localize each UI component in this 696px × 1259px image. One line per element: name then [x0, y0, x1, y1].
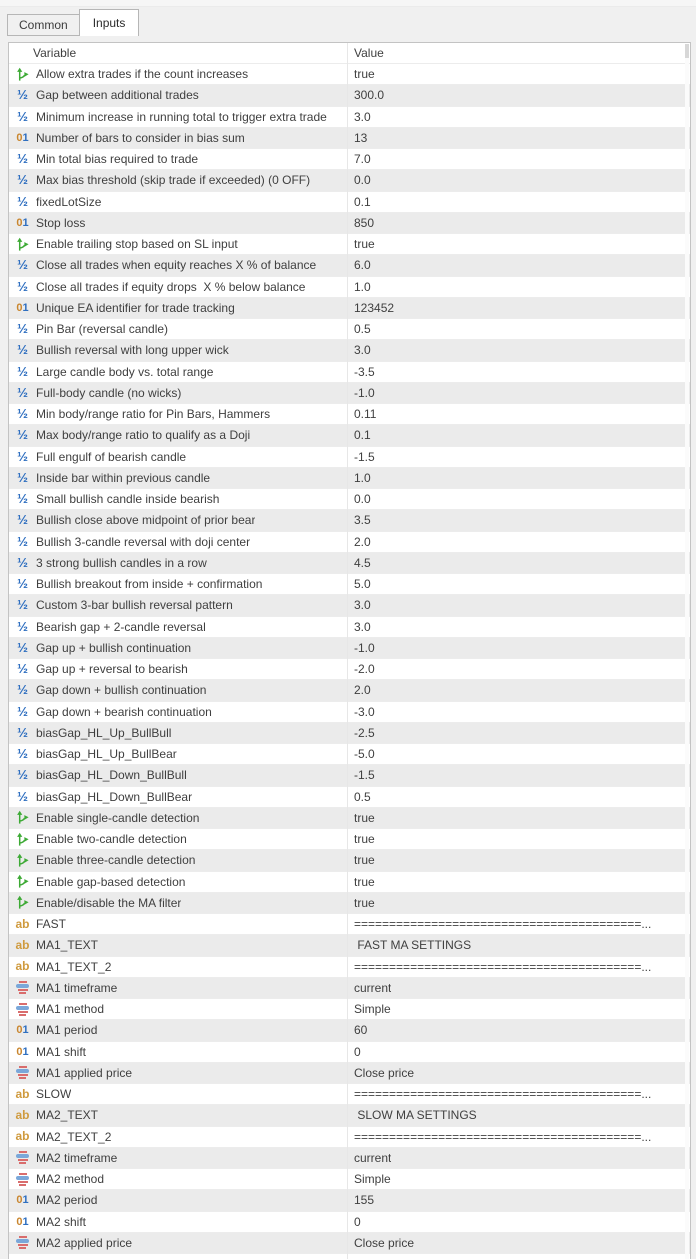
variable-name: Gap up + reversal to bearish [36, 662, 188, 677]
variable-value[interactable]: 0.5 [354, 322, 371, 337]
vertical-scrollbar[interactable] [685, 44, 689, 1259]
enum-list-icon [14, 1171, 31, 1187]
variable-name: MA2 timeframe [36, 1150, 118, 1165]
bool-fork-arrow-icon [14, 852, 31, 868]
table-row[interactable] [9, 362, 690, 383]
table-row[interactable] [9, 532, 690, 553]
string-ab-icon: ab [15, 937, 30, 952]
scrollbar-thumb[interactable] [685, 44, 689, 58]
table-row[interactable] [9, 680, 690, 701]
variable-value[interactable]: current [354, 1150, 392, 1165]
variable-name: biasGap_HL_Down_BullBull [36, 768, 187, 783]
table-row[interactable] [9, 808, 690, 829]
bool-fork-arrow-icon [14, 874, 31, 890]
variable-value[interactable]: 0 [354, 1044, 361, 1059]
table-row[interactable] [9, 1127, 690, 1148]
table-row[interactable] [9, 107, 690, 128]
variable-value[interactable]: -2.0 [354, 662, 375, 677]
variable-name: Enable single-candle detection [36, 810, 200, 825]
table-row[interactable] [9, 702, 690, 723]
variable-name: Enable three-candle detection [36, 853, 196, 868]
enum-list-icon [14, 1150, 31, 1166]
table-row[interactable] [9, 213, 690, 234]
table-row[interactable] [9, 617, 690, 638]
variable-name: MA1_TEXT [36, 938, 99, 953]
variable-name: Bearish gap + 2-candle reversal [36, 619, 206, 634]
table-row[interactable] [9, 978, 690, 999]
variable-value[interactable]: 2.0 [354, 534, 371, 549]
variable-name: MA1 period [36, 1023, 98, 1038]
double-half-icon: ½ [17, 448, 28, 464]
variable-value[interactable]: -3.5 [354, 364, 375, 379]
variable-name: Bullish 3-candle reversal with doji center [36, 534, 251, 549]
variable-value[interactable]: true [354, 810, 375, 825]
column-divider [347, 43, 348, 1259]
variable-value[interactable]: 123452 [354, 300, 395, 315]
table-row[interactable] [9, 425, 690, 446]
variable-name: Stop loss [36, 215, 86, 230]
table-row[interactable] [9, 340, 690, 361]
variable-value[interactable]: 0.11 [354, 407, 377, 422]
variable-name: Large candle body vs. total range [36, 364, 214, 379]
integer-01-icon: 01 [16, 1045, 29, 1058]
double-half-icon: ½ [17, 703, 28, 719]
table-row[interactable] [9, 553, 690, 574]
variable-name: Enable/disable the MA filter [36, 895, 182, 910]
variable-name: Pin Bar (reversal candle) [36, 322, 169, 337]
integer-01-icon: 01 [16, 1194, 29, 1207]
variable-value[interactable]: 0.1 [354, 194, 371, 209]
double-half-icon: ½ [17, 172, 28, 188]
enum-list-icon [14, 980, 31, 996]
double-half-icon: ½ [17, 193, 28, 209]
variable-name: Min total bias required to trade [36, 152, 199, 167]
table-row[interactable] [9, 383, 690, 404]
table-row[interactable] [9, 957, 690, 978]
variable-name: fixedLotSize [36, 194, 102, 209]
table-row[interactable] [9, 319, 690, 340]
table-row[interactable] [9, 1233, 690, 1254]
table-row[interactable] [9, 170, 690, 191]
variable-name: Gap down + bearish continuation [36, 704, 212, 719]
variable-name: Enable trailing stop based on SL input [36, 237, 238, 252]
table-row[interactable] [9, 298, 690, 319]
double-half-icon: ½ [17, 767, 28, 783]
integer-01-icon: 01 [16, 1215, 29, 1228]
variable-value[interactable]: 155 [354, 1193, 375, 1208]
string-ab-icon: ab [15, 1129, 30, 1144]
table-row[interactable] [9, 234, 690, 255]
double-half-icon: ½ [17, 342, 28, 358]
table-row[interactable] [9, 489, 690, 510]
double-half-icon: ½ [17, 618, 28, 634]
enum-list-icon [14, 1001, 31, 1017]
table-row[interactable] [9, 447, 690, 468]
table-row[interactable] [9, 850, 690, 871]
string-ab-icon: ab [15, 916, 30, 931]
variable-name: Full engulf of bearish candle [36, 449, 187, 464]
double-half-icon: ½ [17, 597, 28, 613]
variable-value[interactable]: true [354, 874, 375, 889]
variable-name: FAST [36, 917, 67, 932]
table-row[interactable] [9, 192, 690, 213]
variable-name: Close all trades when equity reaches X % of balance [36, 258, 317, 273]
table-row[interactable] [9, 872, 690, 893]
variable-value[interactable]: FAST MA SETTINGS [354, 938, 472, 953]
table-row[interactable] [9, 765, 690, 786]
double-half-icon: ½ [17, 554, 28, 570]
variable-value[interactable]: 850 [354, 215, 375, 230]
table-row[interactable] [9, 723, 690, 744]
double-half-icon: ½ [17, 576, 28, 592]
double-half-icon: ½ [17, 491, 28, 507]
variable-name: Bullish reversal with long upper wick [36, 343, 229, 358]
table-row[interactable] [9, 1084, 690, 1105]
variable-value[interactable]: -1.5 [354, 449, 375, 464]
variable-name: Full-body candle (no wicks) [36, 385, 182, 400]
column-header-value: Value [354, 46, 384, 60]
double-half-icon: ½ [17, 427, 28, 443]
variable-name: Small bullish candle inside bearish [36, 492, 220, 507]
dialog-top-edge [0, 0, 696, 7]
table-row[interactable] [9, 510, 690, 531]
table-header-row [9, 43, 690, 64]
table-row[interactable] [9, 64, 690, 85]
variable-value[interactable]: true [354, 237, 375, 252]
variable-name: SLOW [36, 1087, 72, 1102]
variable-value[interactable]: -3.0 [354, 704, 375, 719]
variable-value[interactable]: true [354, 67, 375, 82]
table-row[interactable] [9, 468, 690, 489]
table-row[interactable] [9, 935, 690, 956]
variable-name: MA2 shift [36, 1214, 87, 1229]
variable-value[interactable]: -5.0 [354, 747, 375, 762]
variable-name: Enable gap-based detection [36, 874, 186, 889]
integer-01-icon: 01 [16, 216, 29, 229]
variable-value[interactable]: =========================================... [354, 1129, 652, 1144]
variable-name: Minimum increase in running total to trigger extra trade [36, 109, 327, 124]
variable-name: MA1 timeframe [36, 980, 118, 995]
table-row[interactable] [9, 914, 690, 935]
variable-value[interactable]: 2.0 [354, 683, 371, 698]
variable-name: biasGap_HL_Down_BullBear [36, 789, 193, 804]
variable-value[interactable]: =========================================... [354, 959, 652, 974]
table-row[interactable] [9, 1212, 690, 1233]
variable-name: MA1 method [36, 1002, 105, 1017]
variable-value[interactable]: 0.5 [354, 789, 371, 804]
table-row[interactable] [9, 128, 690, 149]
table-row[interactable] [9, 999, 690, 1020]
variable-name: Unique EA identifier for trade tracking [36, 300, 235, 315]
variable-name: MA2 method [36, 1172, 105, 1187]
variable-name: MA2 period [36, 1193, 98, 1208]
variable-name: MA2_TEXT_2 [36, 1129, 112, 1144]
double-half-icon: ½ [17, 108, 28, 124]
bool-fork-arrow-icon [14, 66, 31, 82]
table-row[interactable] [9, 595, 690, 616]
variable-value[interactable]: 13 [354, 130, 368, 145]
double-half-icon: ½ [17, 384, 28, 400]
variable-value[interactable]: Simple [354, 1002, 391, 1017]
variable-name: Bullish breakout from inside + confirmation [36, 577, 263, 592]
variable-value[interactable]: 7.0 [354, 152, 371, 167]
variable-value[interactable]: 1.0 [354, 470, 371, 485]
variable-name: Max body/range ratio to qualify as a Doji [36, 428, 251, 443]
double-half-icon: ½ [17, 278, 28, 294]
variable-value[interactable]: true [354, 832, 375, 847]
inputs-table [8, 42, 691, 1259]
variable-name: MA1 applied price [36, 1065, 133, 1080]
double-half-icon: ½ [17, 87, 28, 103]
table-row[interactable] [9, 574, 690, 595]
double-half-icon: ½ [17, 639, 28, 655]
variable-value[interactable]: true [354, 853, 375, 868]
tab-inputs-label: Inputs [92, 16, 126, 30]
variable-name: biasGap_HL_Up_BullBull [36, 725, 172, 740]
double-half-icon: ½ [17, 321, 28, 337]
variable-value[interactable]: -1.0 [354, 385, 375, 400]
table-row[interactable] [9, 255, 690, 276]
double-half-icon: ½ [17, 724, 28, 740]
table-row[interactable] [9, 1042, 690, 1063]
variable-name: MA2_TEXT [36, 1108, 99, 1123]
enum-list-icon [14, 1235, 31, 1251]
tab-common[interactable] [7, 14, 80, 36]
string-ab-icon: ab [15, 959, 30, 974]
integer-01-icon: 01 [16, 131, 29, 144]
variable-name: Allow extra trades if the count increases [36, 67, 249, 82]
string-ab-icon: ab [15, 1107, 30, 1122]
variable-name: 3 strong bullish candles in a row [36, 555, 207, 570]
variable-value[interactable]: =========================================... [354, 917, 652, 932]
double-half-icon: ½ [17, 469, 28, 485]
variable-value[interactable]: 3.5 [354, 513, 371, 528]
variable-value[interactable]: true [354, 895, 375, 910]
table-row[interactable] [9, 1063, 690, 1084]
variable-name: Gap up + bullish continuation [36, 640, 192, 655]
variable-value[interactable]: 3.0 [354, 343, 371, 358]
double-half-icon: ½ [17, 746, 28, 762]
variable-value[interactable]: 3.0 [354, 109, 371, 124]
table-row[interactable] [9, 1105, 690, 1126]
variable-value[interactable]: Simple [354, 1172, 391, 1187]
variable-name: Close all trades if equity drops X % below balance [36, 279, 306, 294]
column-header-variable: Variable [33, 46, 77, 60]
enum-list-icon [14, 1065, 31, 1081]
variable-value[interactable]: 0.0 [354, 492, 371, 507]
variable-value[interactable]: 6.0 [354, 258, 371, 273]
variable-value[interactable]: 0.1 [354, 428, 371, 443]
variable-name: Gap between additional trades [36, 88, 199, 103]
variable-name: Enable two-candle detection [36, 832, 187, 847]
tab-bar [7, 9, 139, 36]
variable-name: biasGap_HL_Up_BullBear [36, 747, 177, 762]
table-row[interactable] [9, 149, 690, 170]
table-row[interactable] [9, 829, 690, 850]
variable-name: Gap down + bullish continuation [36, 683, 207, 698]
variable-value[interactable]: Close price [354, 1065, 415, 1080]
variable-name: Custom 3-bar bullish reversal pattern [36, 598, 233, 613]
variable-value[interactable]: current [354, 980, 392, 995]
variable-name: MA2 applied price [36, 1235, 133, 1250]
double-half-icon: ½ [17, 363, 28, 379]
variable-value[interactable]: 1.0 [354, 279, 371, 294]
variable-value[interactable]: -2.5 [354, 725, 375, 740]
table-row[interactable] [9, 85, 690, 106]
table-row[interactable] [9, 638, 690, 659]
double-half-icon: ½ [17, 682, 28, 698]
bool-fork-arrow-icon [14, 895, 31, 911]
double-half-icon: ½ [17, 257, 28, 273]
integer-01-icon: 01 [16, 301, 29, 314]
bool-fork-arrow-icon [14, 236, 31, 252]
double-half-icon: ½ [17, 533, 28, 549]
table-row[interactable] [9, 659, 690, 680]
table-row[interactable] [9, 744, 690, 765]
table-rows [9, 64, 690, 1254]
table-row[interactable] [9, 1020, 690, 1041]
tab-common-label: Common [19, 18, 68, 32]
bool-fork-arrow-icon [14, 810, 31, 826]
variable-value[interactable]: Close price [354, 1235, 415, 1250]
tab-inputs[interactable] [79, 9, 140, 36]
variable-value[interactable]: 60 [354, 1023, 368, 1038]
variable-name: MA1_TEXT_2 [36, 959, 112, 974]
double-half-icon: ½ [17, 512, 28, 528]
variable-name: Min body/range ratio for Pin Bars, Hammers [36, 407, 271, 422]
double-half-icon: ½ [17, 151, 28, 167]
variable-value[interactable]: SLOW MA SETTINGS [354, 1108, 477, 1123]
variable-name: Max bias threshold (skip trade if exceeded) (0 OFF) [36, 173, 311, 188]
bool-fork-arrow-icon [14, 831, 31, 847]
table-row[interactable] [9, 1148, 690, 1169]
variable-name: Inside bar within previous candle [36, 470, 211, 485]
variable-value[interactable]: 3.0 [354, 598, 371, 613]
double-half-icon: ½ [17, 406, 28, 422]
table-row[interactable] [9, 1190, 690, 1211]
table-row[interactable] [9, 893, 690, 914]
integer-01-icon: 01 [16, 1024, 29, 1037]
variable-name: Number of bars to consider in bias sum [36, 130, 245, 145]
table-row[interactable] [9, 404, 690, 425]
variable-value[interactable]: 5.0 [354, 577, 371, 592]
variable-name: MA1 shift [36, 1044, 87, 1059]
table-row[interactable] [9, 1169, 690, 1190]
variable-value[interactable]: 4.5 [354, 555, 371, 570]
variable-value[interactable]: -1.0 [354, 640, 375, 655]
variable-value[interactable]: -1.5 [354, 768, 375, 783]
variable-value[interactable]: 3.0 [354, 619, 371, 634]
table-row[interactable] [9, 277, 690, 298]
variable-name: Bullish close above midpoint of prior bear [36, 513, 256, 528]
double-half-icon: ½ [17, 661, 28, 677]
variable-value[interactable]: 0.0 [354, 173, 371, 188]
variable-value[interactable]: 300.0 [354, 88, 385, 103]
variable-value[interactable]: 0 [354, 1214, 361, 1229]
variable-value[interactable]: =========================================... [354, 1087, 652, 1102]
string-ab-icon: ab [15, 1086, 30, 1101]
table-row[interactable] [9, 787, 690, 808]
double-half-icon: ½ [17, 788, 28, 804]
